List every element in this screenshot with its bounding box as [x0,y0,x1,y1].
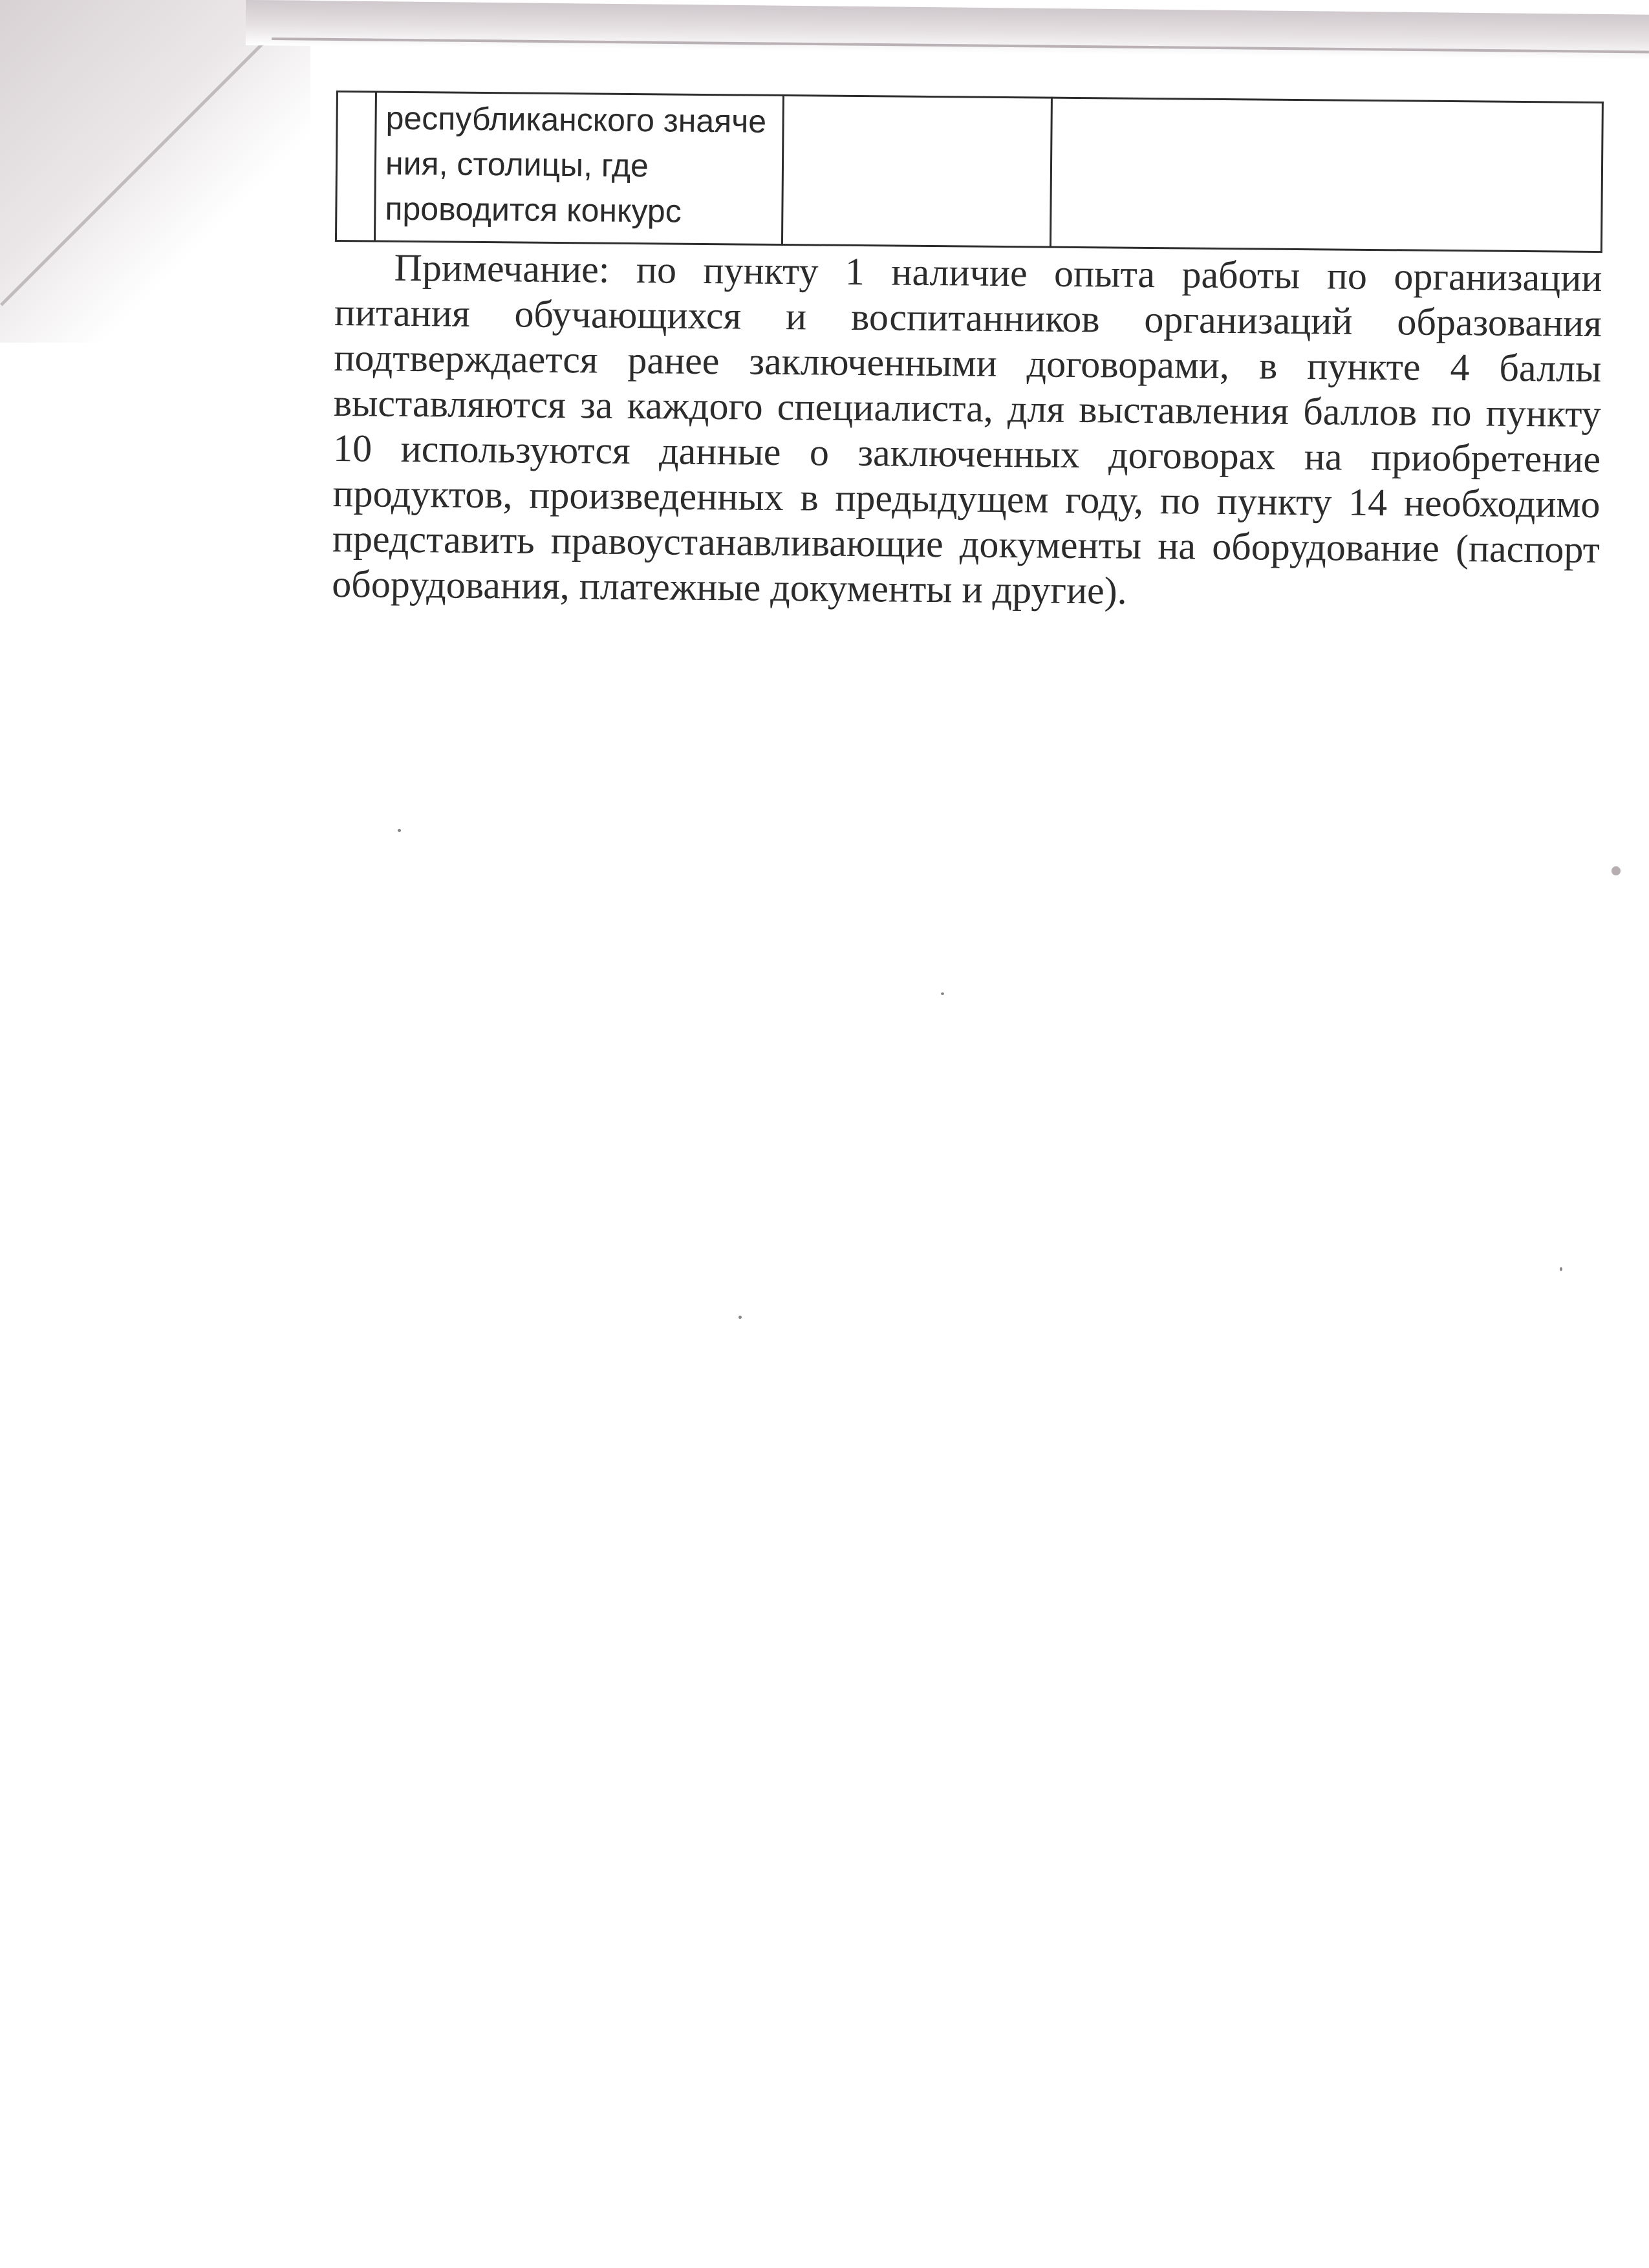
criterion-text [376,93,782,244]
criterion-cell [374,92,783,244]
row-number [338,92,375,104]
dust-speck [738,1316,742,1319]
value-b [1053,99,1602,115]
note-paragraph: Примечание: по пункту 1 наличие опыта работы по организации питания обучающихся и воспитанников организаций образования подтверждается ранее заключенными договорами, в пункте 4 баллы выставляются за каждого специалиста, для выставления баллов по пункту 10 используются данные о заключенных договорах на приобретение продуктов, произведенных в предыдущем году, по пункту 14 необходимо представить правоустанавливающие документы на оборудование (паспорт оборудования, платежные документы и другие). [332,246,1602,612]
criterion-line: проводится конкурс [385,190,682,230]
dust-speck [398,829,401,832]
value-a [784,96,1051,111]
value-b-cell [1050,98,1602,251]
scanner-edge-shadow-left [0,0,310,343]
dust-speck [1560,1267,1562,1271]
dust-speck [1611,866,1621,875]
value-a-cell [782,96,1051,248]
criterion-line: республиканского знаяче [385,100,767,140]
criterion-line: ния, столицы, где [385,145,649,184]
table-row [336,92,1602,252]
dust-speck [941,992,944,995]
document-content [332,91,1617,656]
criteria-table [335,91,1604,253]
row-number-cell [336,92,376,242]
